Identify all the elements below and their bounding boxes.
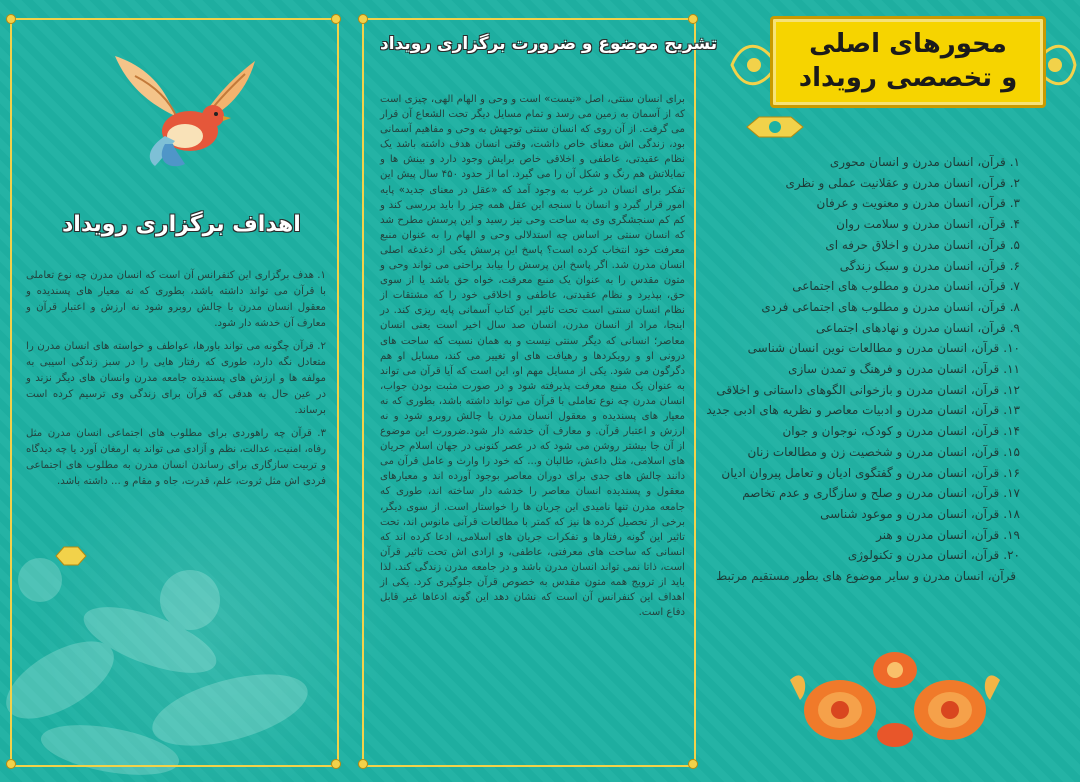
frame-corner-dot: [6, 759, 16, 769]
event-axes-list: [706, 152, 1020, 587]
frame-corner-dot: [358, 14, 368, 24]
axis-item-text: قرآن، انسان مدرن و سبک زندگی: [839, 258, 1006, 273]
axis-list-item: [735, 545, 1020, 566]
axis-item-text: قرآن، انسان مدرن و بازخوانی الگوهای داستانی و اخلاقی: [716, 382, 1000, 397]
axis-list-item: [735, 359, 1020, 380]
goals-list: [26, 268, 326, 497]
axis-list-item: [735, 504, 1020, 525]
axis-item-text: قرآن، انسان مدرن و مطالعات نوین انسان شناسی: [747, 341, 1000, 356]
axis-list-item: [735, 421, 1020, 442]
axis-item-text: قرآن، انسان مدرن و سایر موضوع های بطور مستقیم مرتبط: [716, 569, 1016, 584]
axis-item-text: قرآن، انسان مدرن و مطلوب های اجتماعی فردی: [761, 299, 1006, 314]
axis-item-number: ۱۸.: [1003, 506, 1020, 521]
axis-item-text: قرآن، انسان مدرن و عقلانیت عملی و نظری: [785, 175, 1006, 190]
axis-item-number: ۷.: [1009, 279, 1020, 294]
axis-item-text: قرآن، انسان مدرن و کودک، نوجوان و جوان: [782, 424, 1000, 439]
axis-list-item: [735, 173, 1020, 194]
axis-item-number: ۴.: [1009, 217, 1020, 232]
axis-item-text: قرآن، انسان مدرن و نهادهای اجتماعی: [815, 320, 1006, 335]
axis-item-number: ۱۱.: [1003, 362, 1020, 377]
main-title-box: [770, 16, 1046, 108]
axis-list-item: [735, 235, 1020, 256]
axis-item-number: ۶.: [1009, 258, 1020, 273]
axis-item-text: قرآن، انسان مدرن و اخلاق حرفه ای: [825, 237, 1006, 252]
axis-item-number: ۱.: [1009, 155, 1020, 169]
axis-item-number: ۱۵.: [1003, 444, 1020, 459]
axis-item-number: ۱۲.: [1003, 382, 1020, 397]
axis-list-item: [735, 152, 1020, 173]
axis-item-text: قرآن، انسان مدرن و ادبیات معاصر و نظریه های ادبی جدید: [706, 403, 1000, 418]
frame-corner-dot: [6, 14, 16, 24]
axis-item-number: ۸.: [1009, 299, 1020, 314]
axis-item-number: ۱۰.: [1003, 341, 1020, 356]
axis-item-number: ۲۰.: [1003, 548, 1020, 563]
axis-list-item: [735, 256, 1020, 277]
axis-list-item: [735, 525, 1020, 546]
ornament-icon: [54, 545, 88, 567]
axis-item-text: قرآن، انسان مدرن و هنر: [876, 527, 1000, 542]
axis-item-number: ۱۳.: [1003, 403, 1020, 418]
axis-item-text: قرآن، انسان مدرن و شخصیت زن و مطالعات زنان: [747, 444, 1000, 459]
goals-heading: اهداف برگزاری رویداد: [62, 212, 301, 237]
goal-item: ۱. هدف برگزاری این کنفرانس آن است که انسان مدرن چه نوع تعاملی با قرآن می تواند داشته باشد، بطوری که نه معیار های پسندیده و معقول انسان مدرن با چالش روبرو شود نه ارزش و اعتبار قرآن و معارف آن خدشه دار شود.: [26, 270, 326, 329]
frame-corner-dot: [358, 759, 368, 769]
frame-corner-dot: [331, 759, 341, 769]
axis-list-item: [735, 193, 1020, 214]
axis-list-item: [735, 483, 1020, 504]
goal-item: ۲. قرآن چگونه می تواند باورها، عواطف و خواسته های انسان مدرن را متعادل نگه دارد، طوری که رفتار هایی را در سبز زندگی اسیبی به مولفه ها و ارزش های پسندیده جامعه مدرن وانسان های دیگر نزند و در عین حال به هدفی که قرآن برای زندگی وی ترسیم کرده است برساند.: [26, 341, 326, 416]
axis-item-text: قرآن، انسان مدرن و مطلوب های اجتماعی: [792, 279, 1006, 294]
axis-item-text: قرآن، انسان مدرن و تکنولوژی: [847, 548, 1000, 563]
goal-item: ۳. قرآن چه راهوردی برای مطلوب های اجتماعی انسان مدرن مثل رفاه، امنیت، عدالت، نظم و آزادی می تواند به ارمغان آورد یا چه دیدگاه و تربیت سازگاری برای رساندن انسان مدرن به مطلوب های اجتماعی فردی اش مثل ثروت، علم، قدرت، جاه و مقام و ... داشته باشد.: [26, 428, 326, 487]
axis-list-item: [735, 214, 1020, 235]
axis-item-number: ۵.: [1009, 237, 1020, 252]
axis-item-number: ۹.: [1009, 320, 1020, 335]
axis-list-item: [735, 318, 1020, 339]
axis-item-text: قرآن، انسان مدرن و معنویت و عرفان: [816, 196, 1006, 211]
axis-list-item: [716, 566, 1020, 587]
axis-list-item: [721, 463, 1020, 484]
axis-item-text: قرآن، انسان مدرن و صلح و سازگاری و عدم تخاصم: [742, 486, 1000, 501]
frame-corner-dot: [688, 14, 698, 24]
frame-corner-dot: [331, 14, 341, 24]
bird-illustration: [95, 46, 270, 176]
main-title-line-2: و تخصصی رویداد: [798, 63, 1018, 93]
axis-item-number: ۲.: [1009, 175, 1020, 190]
frame-corner-dot: [688, 759, 698, 769]
axis-item-text: قرآن، انسان مدرن و گفتگوی ادیان و تعامل پیروان ادیان: [721, 465, 1000, 480]
axis-item-number: ۳.: [1009, 196, 1020, 211]
axis-item-text: قرآن، انسان مدرن و موعود شناسی: [820, 506, 1000, 521]
axis-list-item: [735, 442, 1020, 463]
axis-item-number: ۱۶.: [1003, 465, 1020, 480]
main-title-line-1: محورهای اصلی: [809, 29, 1007, 59]
ornament-icon: [745, 114, 805, 140]
axis-list-item: [706, 400, 1020, 421]
flower-ornament: [780, 640, 1010, 750]
axis-list-item: [735, 297, 1020, 318]
description-heading: تشریح موضوع و ضرورت برگزاری رویداد: [380, 34, 718, 54]
axis-item-number: ۱۹.: [1003, 527, 1020, 542]
axis-item-text: قرآن، انسان مدرن و انسان محوری: [829, 155, 1006, 169]
axis-list-item: [716, 380, 1020, 401]
axis-item-number: ۱۴.: [1003, 424, 1020, 439]
axis-item-text: قرآن، انسان مدرن و فرهنگ و تمدن سازی: [788, 362, 1000, 377]
axis-list-item: [735, 338, 1020, 359]
axis-list-item: [735, 276, 1020, 297]
description-body: برای انسان سنتی، اصل «نیست» است و وحی و الهام الهی، چیزی است که از آسمان به زمین می رسد و تمام مسایل دیگر تحت الشعاع آن قرار می گرفت. از آن روی که انسان سنتی توجهش به وحی و مفاهیم آسمانی بود، زندگی اش معنای خاص داشت، وقتی انسان هدف داشته باشد یک نظام عقیدتی، عاطفی و اخلاقی خاص برایش وجود دارد و بینش ها و تمایلاتش هم رنگ و شکل آن را می گیرد. اما از حدود ۴۵۰ سال پیش این تفکر برای انسان در غرب به وجود آمد که «عقل در معنای جدید» پایه امور قرار گیرد و انسان با سنجه این عقل همه چیز را باید بررسی کند و کم کم سنجشگری وی به ساحت وحی نیز رسید و این پرسش مطرح شد که انسان سنتی بر اساس چه استدلالی وحی و الهام را به عنوان منبع معرفت خود انتخاب کرده است؟ پاسخ این پرسش یکی از دغدغه اصلی انسان مدرن شد. اگر پاسخ این پرسش را بیابد براحتی می تواند وحی و متون مقدس را به عنوان یک منبع معرفت، خواه حق باشد یا از سوی حق، بپذیرد و نظام عقیدتی، عاطفی و اخلاقی خود را که مشتقات از نظام انسان سنتی است تحت تاثیر این کتاب آسمانی پایه ریزی کند. در اینجا، مراد از انسان مدرن، انسان صد سال اخیر است یعنی انسان معاصر؛ انسانی که دیگر سنتی نیست و به همان نسبت که ساحت های درونی او و رویکردها و رهیافت های او تغییر می کند، مسایل او هم دگرگون می شود. یکی از مسایل مهم او، این است که آیا قرآن می تواند به عنوان یک منبع معرفت پذیرفته شود و در صورت مثبت بودن جواب، انسان مدرن چه نوع تعاملی با قرآن می تواند داشته باشد، بطوری که نه معیار های پسندیده و معقول انسان مدرن با چالش روبرو شود و نه ارزش و اعتبار قرآن. و معارف آن خدشه دار شود.ضرورت این موضوع از آن جا بیشتر روشن می شود که در عصر کنونی در جهان اسلام جریان های اسلامی، مثل داعش، طالبان و... که خود را وارث و عامل قرآن می دانند چالش های جدی برای دوران معاصر بوجود آورده اند و معیارهای معقول و پسندیده انسان معاصر را خدشه دار ساخته اند، طوری که جامعه مدرن تنها نامیدی این جریان ها را خواستار است. از سوی دیگر، برخی از تحصیل کرده ها نیز که کمتر با مطالعات قرآنی مانوس اند، تحت تاثیر این گونه رفتارها و تفکرات جریان های اسلامی، ادعا کرده اند که انسانی که ساحت های معرفتی، عاطفی، و ارادی اش تحت تاثیر قرآن است، ذاتا نمی تواند انسان مدرن باشد و در جامعه مدرن زندگی کند. لذا باید از ترویج همه متون مقدس به خصوص قرآن جلوگیری کرد. یکی از اهداف این کنفرانس آن است که نشان دهد این گونه ادعاها غیر قابل دفاع است.: [380, 94, 686, 619]
axis-item-number: ۱۷.: [1003, 486, 1020, 501]
axis-item-text: قرآن، انسان مدرن و سلامت روان: [836, 217, 1006, 232]
